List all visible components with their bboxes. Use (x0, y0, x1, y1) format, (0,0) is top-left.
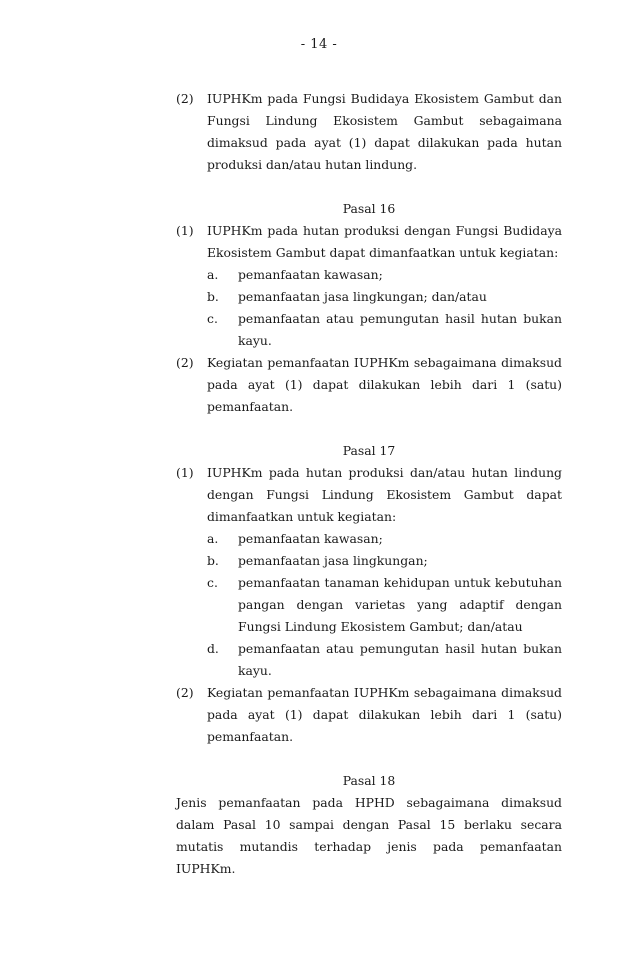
pasal-17-title: Pasal 17 (342, 443, 396, 458)
paragraph-number: (2) (176, 685, 194, 700)
paragraph-text: IUPHKm pada hutan produksi dengan Fungsi Budidaya Ekosistem Gambut dapat dimanfaatkan untuk kegiatan: (207, 223, 562, 260)
list-item-letter: a. (207, 267, 219, 282)
list-item-letter: c. (207, 575, 218, 590)
pasal-16-title: Pasal 16 (342, 201, 396, 216)
paragraph-number: (2) (176, 91, 194, 106)
paragraph-text: IUPHKm pada hutan produksi dan/atau hutan lindung dengan Fungsi Lindung Ekosistem Gambut dapat dimanfaatkan untuk kegiatan: (207, 465, 562, 524)
list-item (207, 550, 562, 572)
paragraph-text: IUPHKm pada Fungsi Budidaya Ekosistem Gambut dan Fungsi Lindung Ekosistem Gambut sebagaimana dimaksud pada ayat (1) dapat dilakukan pada hutan produksi dan/atau hutan lindung. (207, 91, 562, 172)
pasal-18-text: Jenis pemanfaatan pada HPHD sebagaimana dimaksud dalam Pasal 10 sampai dengan Pasal 15 berlaku secara mutatis mutandis terhadap jenis pada pemanfaatan IUPHKm. (176, 795, 562, 876)
list-item-text: pemanfaatan atau pemungutan hasil hutan bukan kayu. (238, 311, 562, 348)
list-item-text: pemanfaatan tanaman kehidupan untuk kebutuhan pangan dengan varietas yang adaptif dengan Fungsi Lindung Ekosistem Gambut; dan/atau (238, 575, 562, 634)
paragraph-intro (176, 88, 562, 176)
document-body (176, 88, 562, 880)
paragraph-text: Kegiatan pemanfaatan IUPHKm sebagaimana dimaksud pada ayat (1) dapat dilakukan lebih dari 1 (satu) pemanfaatan. (207, 685, 562, 744)
list-item (207, 572, 562, 638)
list-item-letter: d. (207, 641, 219, 656)
list-item-letter: b. (207, 553, 219, 568)
list-item (207, 528, 562, 550)
paragraph-number: (2) (176, 355, 194, 370)
pasal-16-paragraph-1 (176, 220, 562, 352)
list-item-text: pemanfaatan jasa lingkungan; dan/atau (238, 289, 487, 304)
pasal-17-paragraph-2 (176, 682, 562, 748)
paragraph-number: (1) (176, 465, 194, 480)
page-number: - 14 - (300, 37, 338, 52)
list-item-text: pemanfaatan kawasan; (238, 267, 383, 282)
paragraph-number: (1) (176, 223, 194, 238)
list-item-text: pemanfaatan atau pemungutan hasil hutan bukan kayu. (238, 641, 562, 678)
paragraph-text: Kegiatan pemanfaatan IUPHKm sebagaimana dimaksud pada ayat (1) dapat dilakukan lebih dari 1 (satu) pemanfaatan. (207, 355, 562, 414)
list-item-letter: a. (207, 531, 219, 546)
list-item-text: pemanfaatan jasa lingkungan; (238, 553, 428, 568)
pasal-17-paragraph-1 (176, 462, 562, 682)
list-item (207, 638, 562, 682)
list-item-letter: b. (207, 289, 219, 304)
list-item (207, 308, 562, 352)
list-item (207, 264, 562, 286)
list-item-letter: c. (207, 311, 218, 326)
list-item (207, 286, 562, 308)
pasal-16-paragraph-2 (176, 352, 562, 418)
list-item-text: pemanfaatan kawasan; (238, 531, 383, 546)
pasal-18-title: Pasal 18 (342, 773, 396, 788)
